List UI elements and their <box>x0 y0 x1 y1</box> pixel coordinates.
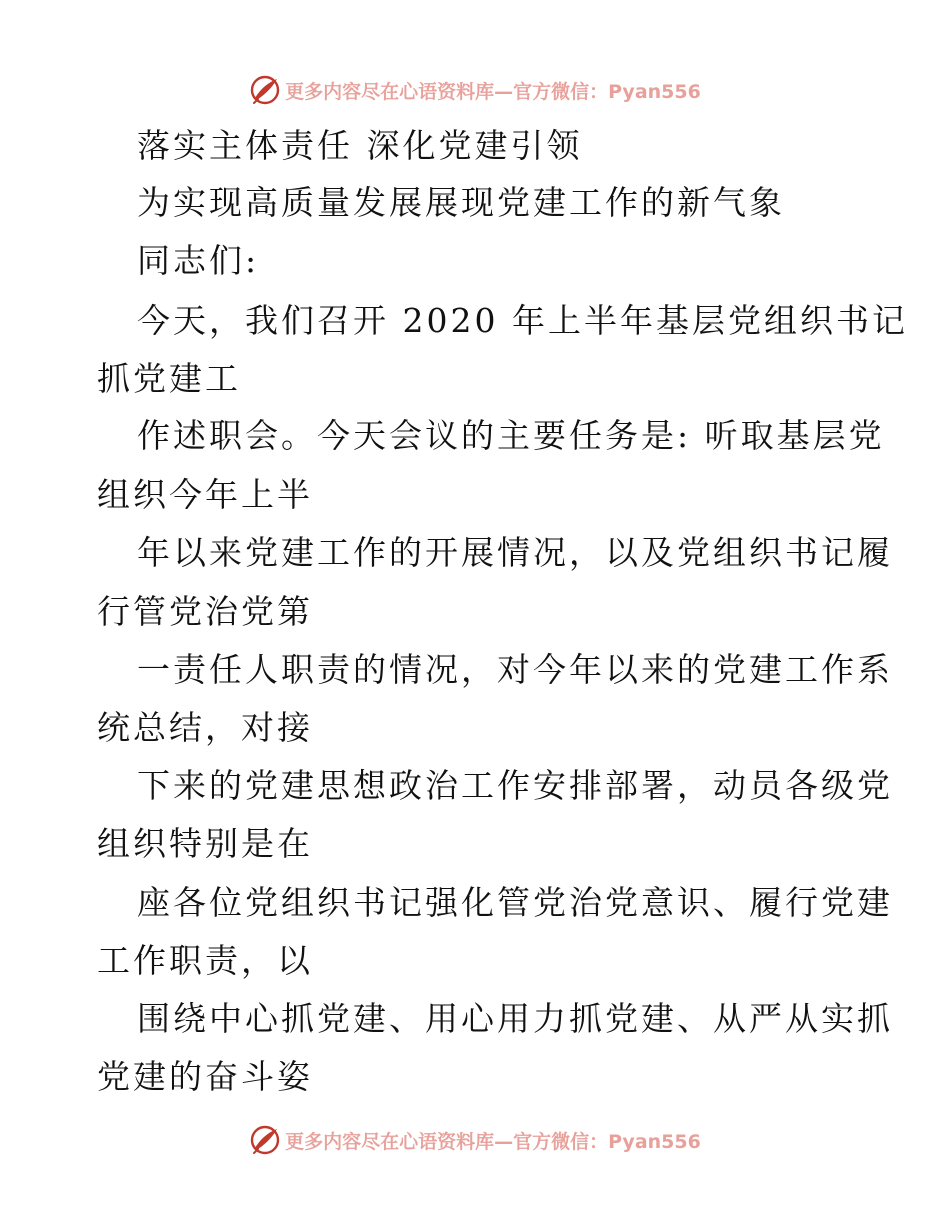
quill-pen-logo-icon <box>249 1124 281 1156</box>
body-line: 作述职会。今天会议的主要任务是: 听取基层党 <box>137 416 885 455</box>
salutation: 同志们: <box>137 241 260 280</box>
body-line: 组织特别是在 <box>97 824 313 863</box>
body-line: 年以来党建工作的开展情况，以及党组织书记履 <box>137 533 893 572</box>
body-line: 一责任人职责的情况，对今年以来的党建工作系 <box>137 650 893 689</box>
header-watermark <box>0 70 950 110</box>
quill-pen-logo-icon <box>249 74 281 106</box>
body-line: 统总结，对接 <box>97 708 313 747</box>
body-line: 工作职责，以 <box>97 941 313 980</box>
body-line: 党建的奋斗姿 <box>97 1057 313 1096</box>
document-subtitle: 为实现高质量发展展现党建工作的新气象 <box>137 183 785 222</box>
document-title: 落实主体责任 深化党建引领 <box>137 126 583 165</box>
body-line: 下来的党建思想政治工作安排部署，动员各级党 <box>137 766 893 805</box>
body-line: 组织今年上半 <box>97 475 313 514</box>
body-line: 抓党建工 <box>97 359 241 398</box>
body-line: 行管党治党第 <box>97 592 313 631</box>
body-line: 围绕中心抓党建、用心用力抓党建、从严从实抓 <box>137 999 893 1038</box>
watermark-text: 更多内容尽在心语资料库—官方微信：Pyan556 <box>285 80 701 103</box>
footer-watermark <box>0 1120 950 1160</box>
body-line: 座各位党组织书记强化管党治党意识、履行党建 <box>137 883 893 922</box>
watermark-text: 更多内容尽在心语资料库—官方微信：Pyan556 <box>285 1130 701 1153</box>
body-line: 今天，我们召开 2020 年上半年基层党组织书记 <box>137 301 908 340</box>
